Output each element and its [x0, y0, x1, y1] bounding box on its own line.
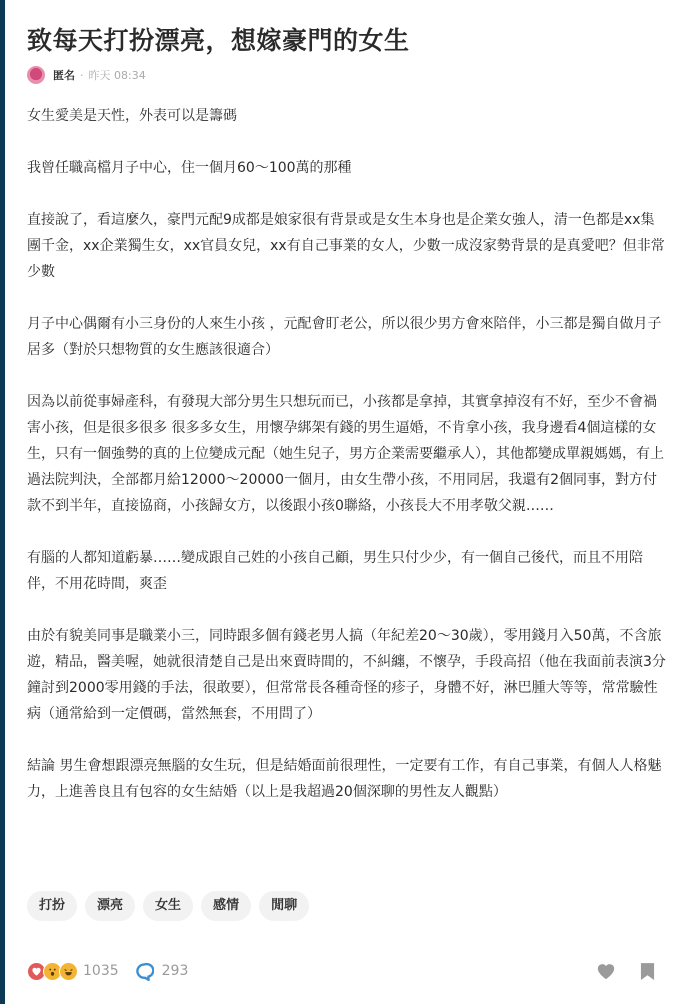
author-name[interactable]: 匿名 [53, 69, 75, 82]
meta-separator: · [80, 68, 84, 82]
post-content [27, 103, 667, 831]
tag-chip[interactable]: 女生 [143, 891, 193, 921]
tag-chip[interactable]: 閒聊 [259, 891, 309, 921]
post-meta [27, 65, 146, 85]
paragraph: 由於有貌美同事是職業小三，同時跟多個有錢老男人搞（年紀差20～30歲），零用錢月入50萬，不含旅遊，精品，醫美喔，她就很清楚自己是出來賣時間的，不糾纏，不懷孕，手段高招（他在我面前表演3分鐘討到2000零用錢的手法，很敢要），但常常長各種奇怪的疹子，身體不好，淋巴腫大等等，常常驗性病（通常給到一定價碼，當然無套，不用問了） [27, 628, 666, 722]
bookmark-icon[interactable] [640, 962, 655, 981]
reactions-summary[interactable] [27, 962, 119, 981]
paragraph: 有腦的人都知道虧暴……變成跟自己姓的小孩自己顧，男生只付少少，有一個自己後代，而且不用陪伴，不用花時間，爽歪 [27, 550, 643, 592]
comment-icon[interactable] [135, 962, 154, 981]
avatar[interactable] [27, 66, 45, 84]
tag-chip[interactable]: 感情 [201, 891, 251, 921]
tag-chip[interactable]: 漂亮 [85, 891, 135, 921]
post-actions [596, 962, 655, 981]
paragraph: 月子中心偶爾有小三身份的人來生小孩 ，元配會盯老公，所以很少男方會來陪伴，小三都是獨自做月子居多（對於只想物質的女生應該很適合） [27, 316, 662, 358]
paragraph: 結論 男生會想跟漂亮無腦的女生玩，但是結婚面前很理性，一定要有工作，有自己事業，有個人人格魅力，上進善良且有包容的女生結婚（以上是我超過20個深聊的男性友人觀點） [27, 758, 662, 800]
comment-count: 293 [161, 963, 189, 979]
tag-chip[interactable]: 打扮 [27, 891, 77, 921]
haha-reaction-icon [59, 962, 78, 981]
post-time: 昨天 08:34 [88, 69, 146, 82]
paragraph: 我曾任職高檔月子中心，住一個月60～100萬的那種 [27, 160, 352, 176]
post-title: 致每天打扮漂亮，想嫁豪門的女生 [27, 26, 410, 55]
left-edge-bar [0, 0, 5, 1004]
paragraph: 直接說了，看這麼久，豪門元配9成都是娘家很有背景或是女生本身也是企業女強人，清一色都是xx集團千金，xx企業獨生女，xx官員女兒，xx有自己事業的女人，少數一成沒家勢背景的是真愛吧？但非常少數 [27, 212, 665, 280]
like-heart-icon[interactable] [596, 962, 616, 980]
paragraph: 因為以前從事婦產科，有發現大部分男生只想玩而已，小孩都是拿掉，其實拿掉沒有不好，至少不會禍害小孩，但是很多很多 很多多女生，用懷孕綁架有錢的男生逼婚，不肯拿小孩，我身邊看4個這樣的女生，只有一個強勢的真的上位變成元配（她生兒子，男方企業需要繼承人），其他都變成單親媽媽，有上過法院判決，全部都月給12000～20000一個月，由女生帶小孩，不用同居，我還有2個同事，對方付款不到半年，直接協商，小孩歸女方，以後跟小孩0聯絡，小孩長大不用孝敬父親…… [27, 394, 664, 514]
reaction-count: 1035 [83, 963, 119, 979]
paragraph: 女生愛美是天性，外表可以是籌碼 [27, 108, 237, 124]
post-footer [27, 959, 667, 983]
tag-list [27, 891, 309, 921]
